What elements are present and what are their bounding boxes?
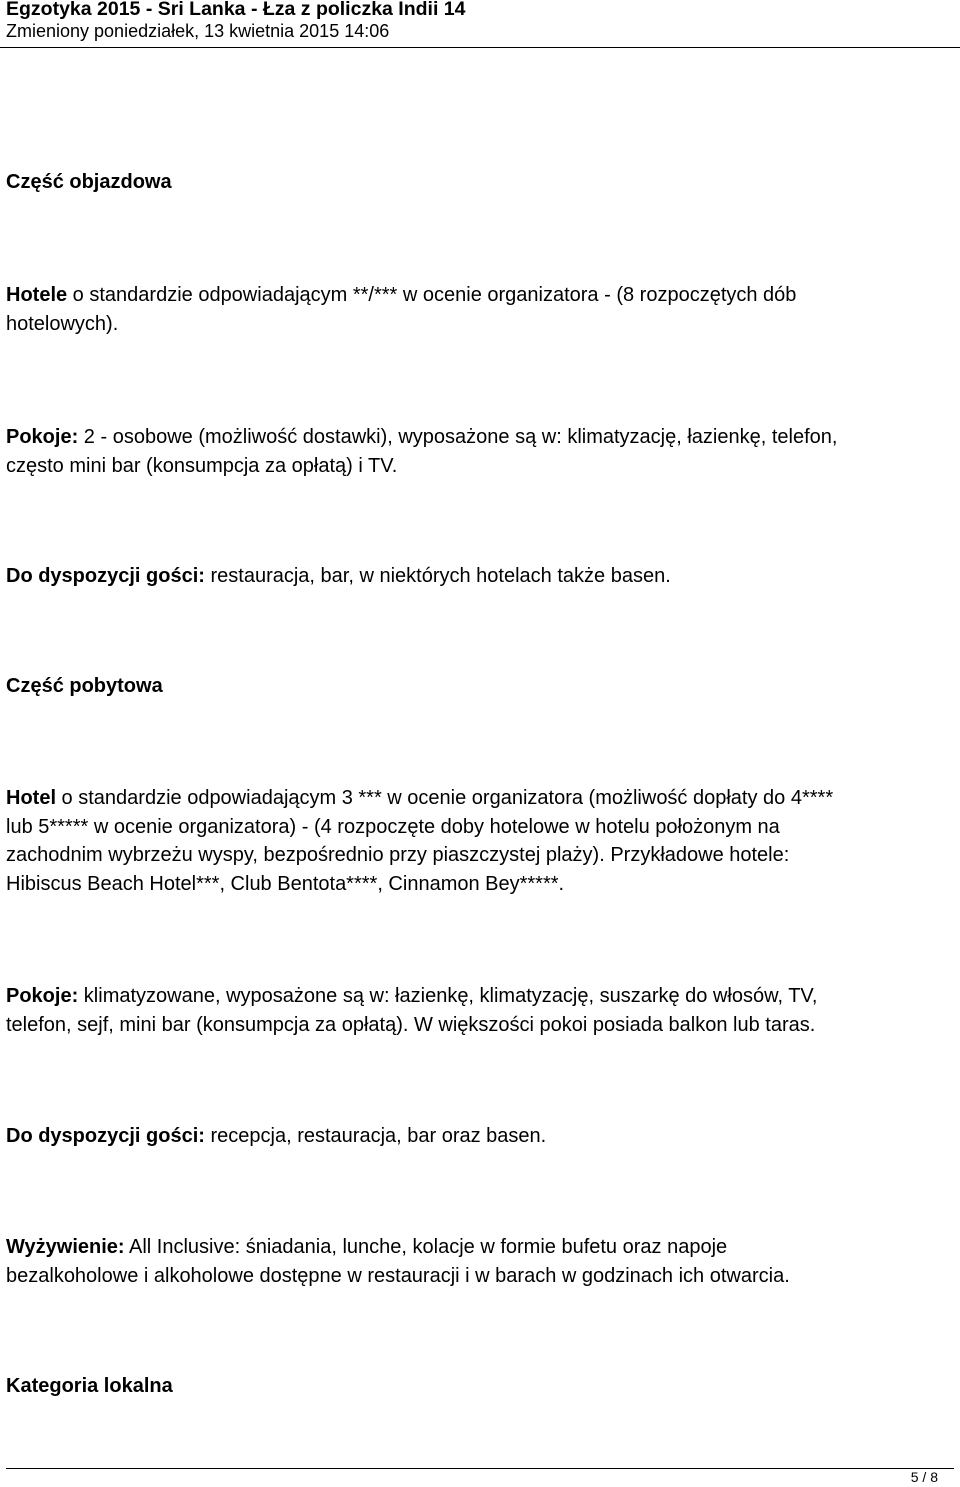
heading-local-category: Kategoria lokalna [6,1375,173,1397]
label-rooms: Pokoje: [6,426,79,448]
facilities-text: recepcja, restauracja, bar oraz basen. [204,1125,547,1147]
hotel-text-line-2: lub 5***** w ocenie organizatora) - (4 rozpoczęte doby hotelowe w hotelu położonym na [6,815,780,838]
rooms-text-line-2: telefon, sejf, mini bar (konsumpcja za opłatą). W większości pokoi posiada balkon lub taras. [6,1013,816,1036]
label-facilities: Do dyspozycji gości: [6,565,205,587]
label-board: Wyżywienie: [6,1236,125,1258]
paragraph-stay-facilities [6,1122,956,1151]
footer-divider [6,1468,954,1469]
rooms-text-line-1: klimatyzowane, wyposażone są w: łazienkę, klimatyzację, suszarkę do włosów, TV, [78,985,818,1007]
text-line [6,1233,956,1262]
paragraph-stay-board [6,1233,956,1290]
rooms-text-line-2: często mini bar (konsumpcja za opłatą) i TV. [6,454,398,477]
hotel-text-line-1: o standardzie odpowiadającym 3 *** w ocenie organizatora (możliwość dopłaty do 4**** [56,787,834,809]
label-facilities: Do dyspozycji gości: [6,1125,205,1147]
text-line [6,784,956,813]
board-text-line-1: All Inclusive: śniadania, lunche, kolacje w formie bufetu oraz napoje [124,1236,728,1258]
page-number: 5 / 8 [910,1469,938,1485]
text-line [6,423,956,452]
label-hotels: Hotele [6,284,68,306]
text-line [6,1122,956,1151]
paragraph-stay-hotel [6,784,956,898]
document-title: Egzotyka 2015 - Sri Lanka - Łza z policzka Indii 14 [6,0,466,20]
facilities-text: restauracja, bar, w niektórych hotelach także basen. [204,565,671,587]
rooms-text-line-1: 2 - osobowe (możliwość dostawki), wyposażone są w: klimatyzację, łazienkę, telefon, [78,426,838,448]
text-line [6,982,956,1011]
heading-tour-part: Część objazdowa [6,171,172,193]
text-line [6,562,956,591]
label-hotel: Hotel [6,787,56,809]
hotels-text-line-2: hotelowych). [6,312,119,335]
heading-stay-part: Część pobytowa [6,675,163,697]
document-header [0,0,960,48]
board-text-line-2: bezalkoholowe i alkoholowe dostępne w restauracji i w barach w godzinach ich otwarcia. [6,1264,790,1287]
label-rooms: Pokoje: [6,985,79,1007]
text-line [6,281,956,310]
hotel-text-line-3: zachodnim wybrzeżu wyspy, bezpośrednio przy piaszczystej plaży). Przykładowe hotele: [6,844,790,866]
paragraph-tour-rooms [6,423,956,480]
modified-date: Zmieniony poniedziałek, 13 kwietnia 2015 14:06 [6,21,390,41]
paragraph-tour-hotels [6,281,956,338]
paragraph-tour-facilities [6,562,956,591]
hotel-text-line-4: Hibiscus Beach Hotel***, Club Bentota****, Cinnamon Bey*****. [6,872,565,895]
hotels-text-line-1: o standardzie odpowiadającym **/*** w ocenie organizatora - (8 rozpoczętych dób [67,284,797,306]
paragraph-stay-rooms [6,982,956,1039]
